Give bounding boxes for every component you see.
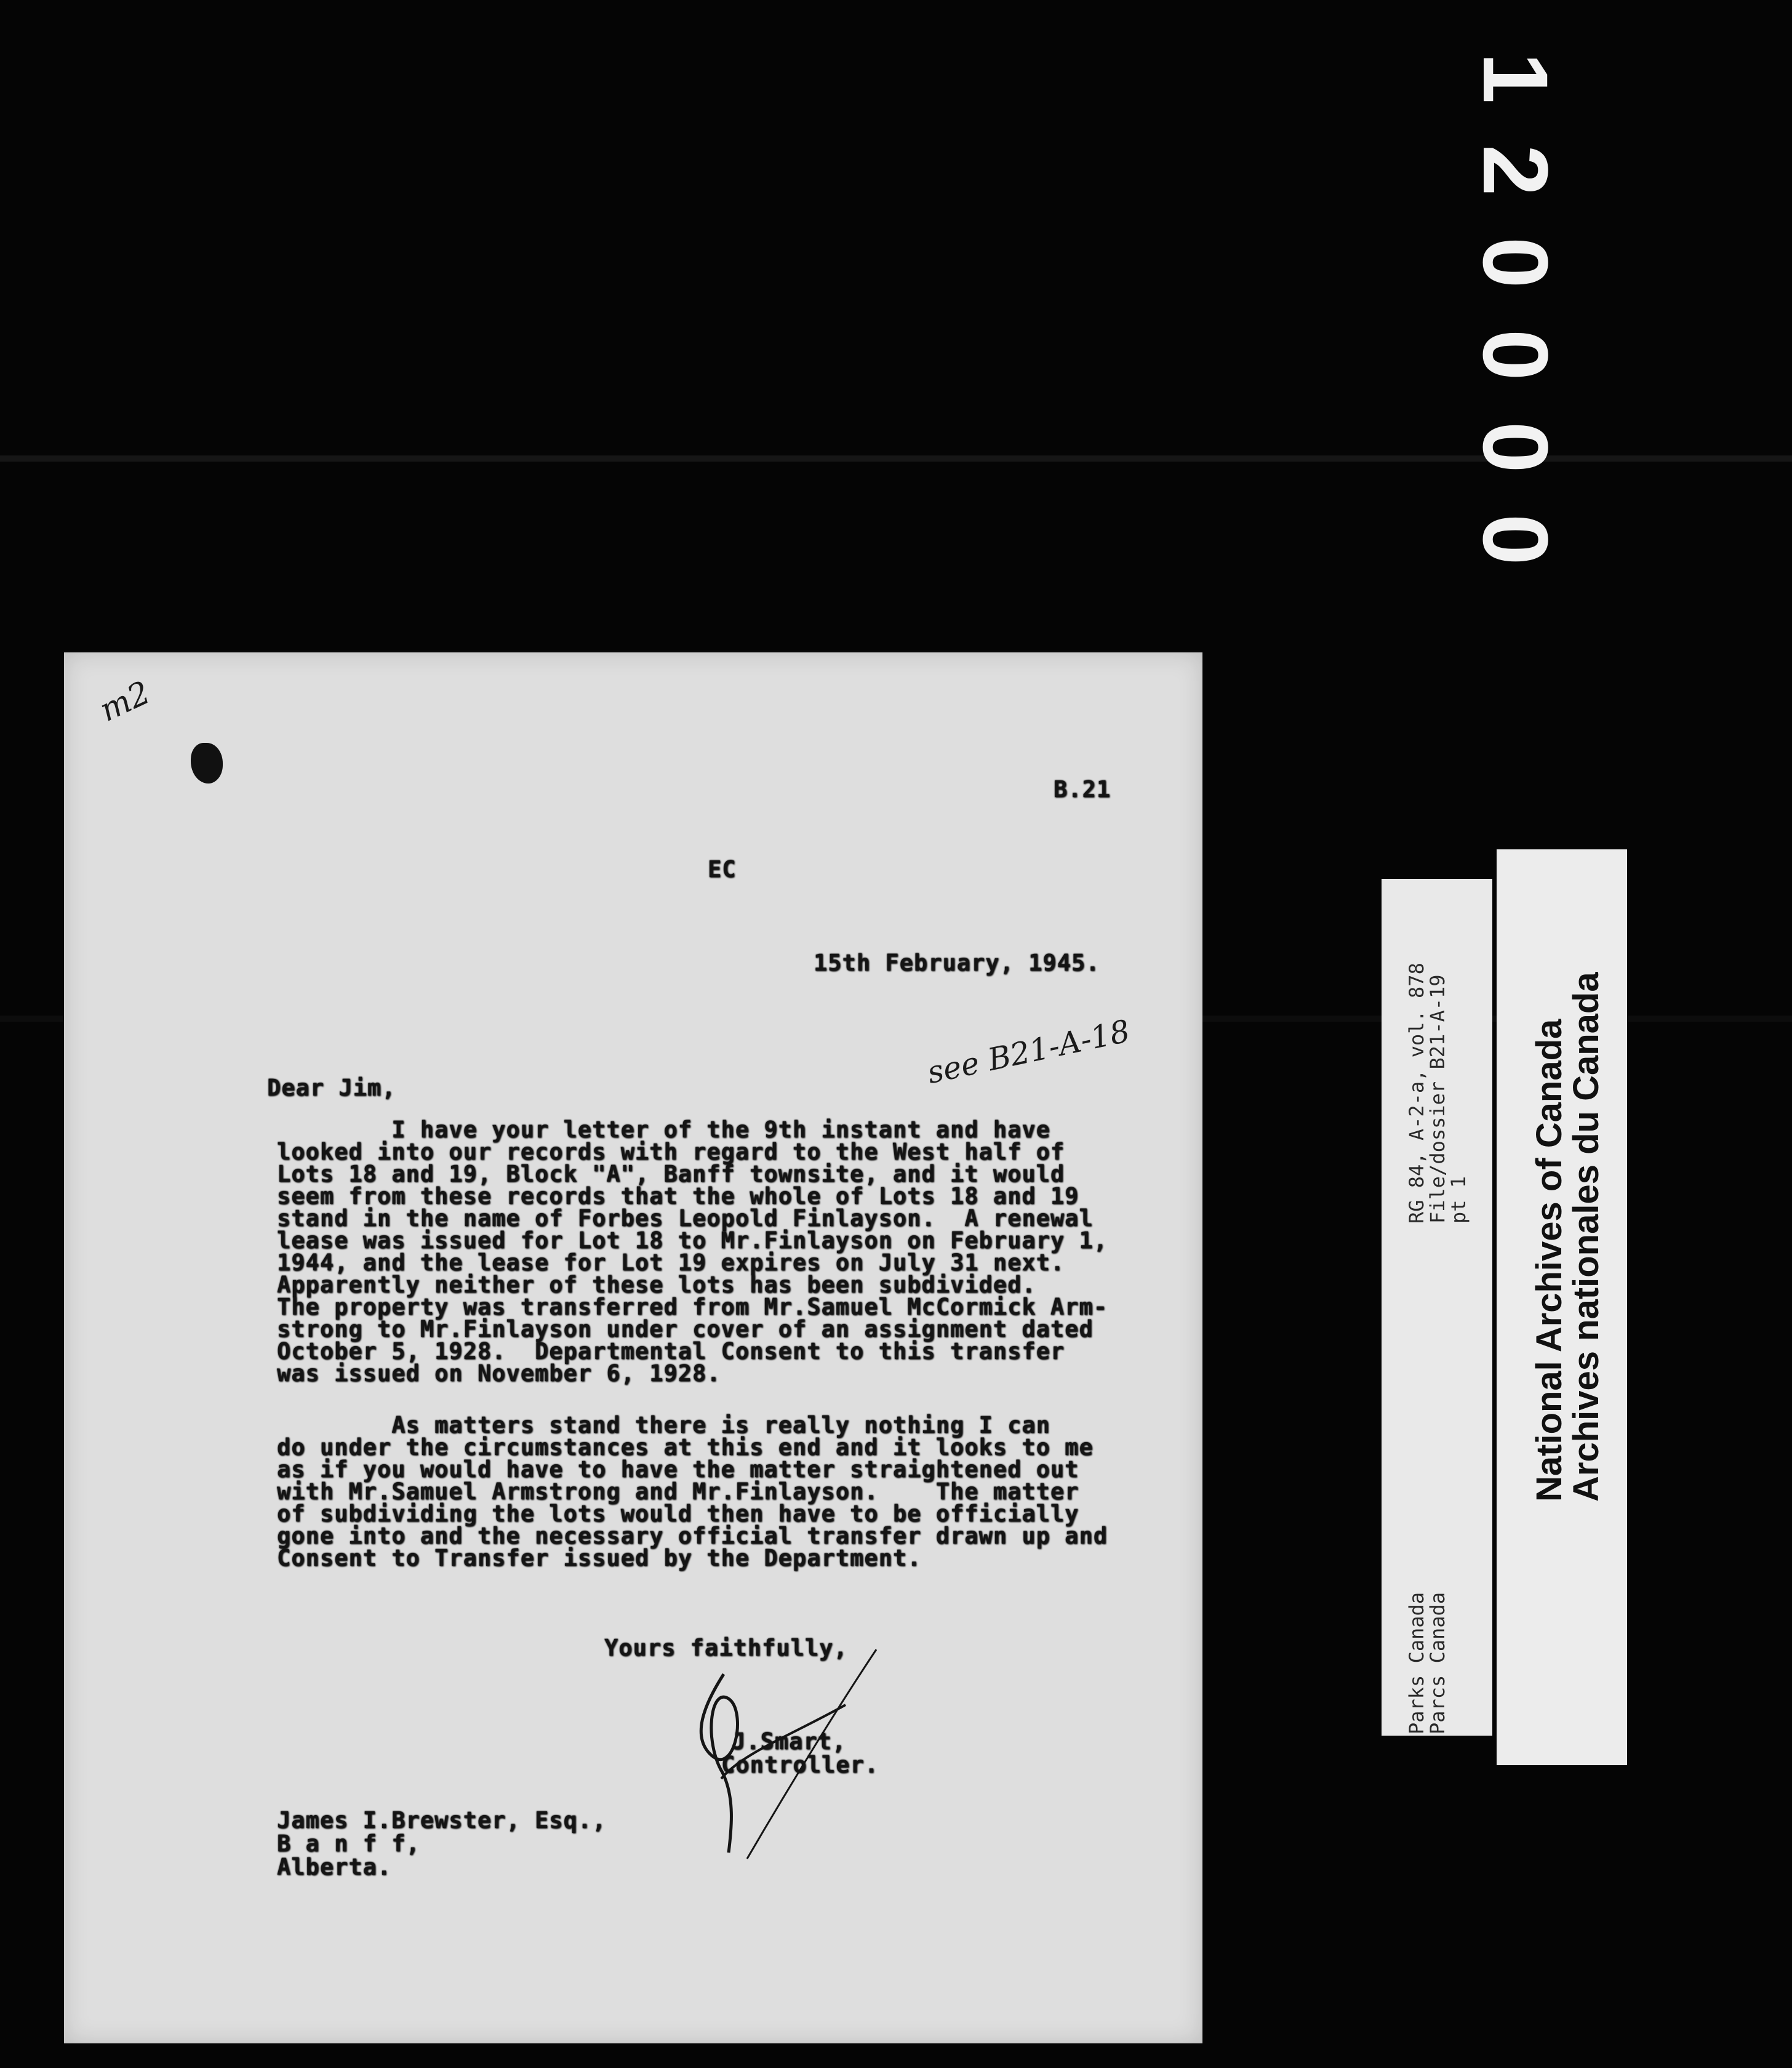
national-archives-en: National Archives of Canada [1529,1019,1569,1502]
agency-name-en: Parks Canada [1405,1592,1428,1734]
body-paragraph-1 [277,1116,1108,1387]
body-line: do under the circumstances at this end and it looks to me [277,1434,1094,1461]
frame-digit: 0 [1464,514,1567,566]
body-line: Apparently neither of these lots has been subdivided. [277,1272,1036,1298]
body-line: Consent to Transfer issued by the Department. [277,1545,922,1571]
archive-reference-line-2: File/dossier B21-A-19 [1426,974,1449,1224]
recipient-town: B a n f f, [277,1830,420,1857]
national-archives-label [1497,849,1627,1765]
closing: Yours faithfully, [604,1635,848,1661]
file-reference: B.21 [1054,776,1111,803]
archive-reference-label [1382,879,1492,1736]
punch-hole-mark [191,743,223,784]
body-line: stand in the name of Forbes Leopold Finlayson. A renewal [277,1205,1094,1232]
handwritten-file-note: see B21-A-18 [924,1012,1133,1091]
body-line: with Mr.Samuel Armstrong and Mr.Finlayson. The matter [277,1478,1079,1505]
body-line: as if you would have to have the matter straightened out [277,1456,1079,1483]
body-line: lease was issued for Lot 18 to Mr.Finlayson on February 1, [277,1227,1108,1254]
body-line: Lots 18 and 19, Block "A", Banff townsite, and it would [277,1161,1065,1187]
national-archives-fr: Archives nationales du Canada [1566,972,1606,1502]
salutation: Dear Jim, [267,1075,396,1101]
archive-reference-line-1: RG 84, A-2-a, vol. 878 [1405,963,1428,1224]
body-line: strong to Mr.Finlayson under cover of an assignment dated [277,1316,1094,1342]
recipient-name: James I.Brewster, Esq., [277,1807,607,1834]
body-line: 1944, and the lease for Lot 19 expires on July 31 next. [277,1249,1065,1276]
typist-initials: EC [708,856,737,883]
frame-digit: 0 [1464,237,1567,289]
frame-number [1464,31,1567,585]
body-line: of subdividing the lots would then have to be officially [277,1501,1079,1527]
recipient-province: Alberta. [277,1854,392,1880]
body-line: The property was transferred from Mr.Samuel McCormick Arm- [277,1294,1108,1320]
handwritten-corner-mark: m2 [94,674,156,729]
frame-digit: 0 [1464,422,1567,473]
letter-date: 15th February, 1945. [814,950,1100,976]
body-line: I have your letter of the 9th instant and have [277,1116,1050,1143]
frame-digit: 0 [1464,329,1567,381]
body-line: seem from these records that the whole of Lots 18 and 19 [277,1183,1079,1209]
body-paragraph-2 [277,1414,1108,1569]
agency-name-fr: Parcs Canada [1426,1592,1449,1734]
body-line: was issued on November 6, 1928. [277,1360,721,1387]
archive-reference-line-3: pt 1 [1447,1176,1470,1224]
body-line: October 5, 1928. Departmental Consent to this transfer [277,1338,1065,1365]
signer-title: Controller. [721,1752,879,1778]
body-line: gone into and the necessary official transfer drawn up and [277,1523,1108,1549]
letter-page [64,652,1202,2043]
signer-name: J.Smart, [732,1728,847,1755]
frame-digit: 1 [1464,52,1567,104]
body-line: As matters stand there is really nothing I can [277,1412,1050,1438]
frame-digit: 2 [1464,145,1567,196]
body-line: looked into our records with regard to the West half of [277,1139,1065,1165]
